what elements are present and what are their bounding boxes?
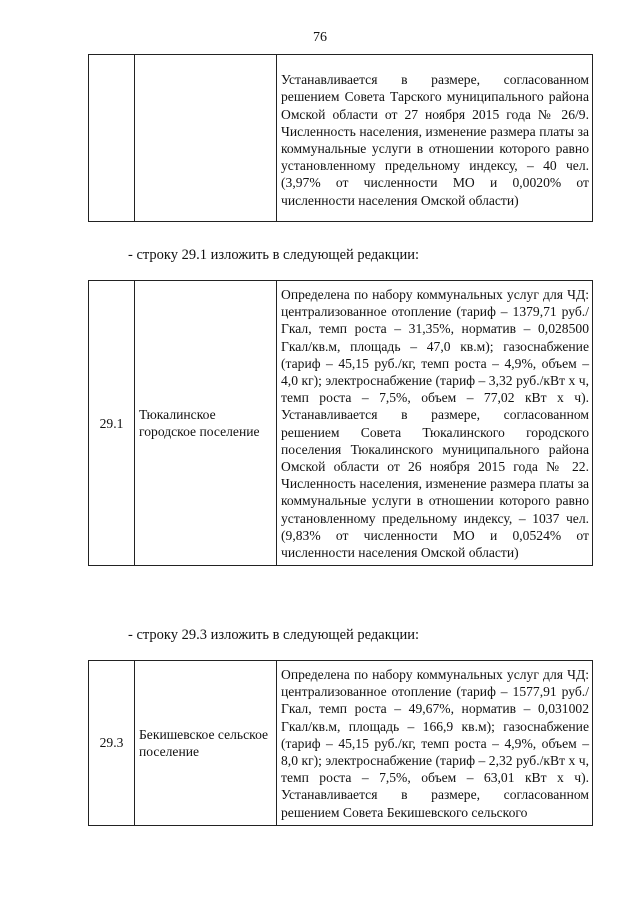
table-row: [89, 661, 593, 826]
page-number: 76: [313, 30, 327, 45]
description-cell: Определена по набору коммунальных услуг для ЧД: централизованное отопление (тариф – 1379,71 руб./Гкал, темп роста – 31,35%, норматив – 0,028500 Гкал/кв.м, площадь – 47,0 кв.м); газоснабжение (тариф – 45,15 руб./кг, темп роста – 4,9%, объем – 4,0 кг); электроснабжение (тариф – 3,32 руб./кВт х ч, темп роста – 7,5%, объем – 77,02 кВт х ч). Устанавливается в размере, согласованном решением Совета Тюкалинского городского поселения Тюкалинского муниципального района Омской области от 26 ноября 2015 года № 22. Численность населения, изменение размера платы за коммунальные услуги в отношении которого равно установленному предельному индексу, – 1037 чел. (9,83% от численности МО и 0,0524% от численности населения Омской области): [277, 281, 593, 566]
municipality-name-cell: Бекишевское сельское поселение: [135, 661, 277, 826]
table-row: [89, 55, 593, 222]
table-row-29-1: [88, 280, 593, 566]
table-continued: [88, 54, 593, 222]
amendment-instruction-29-3: - строку 29.3 изложить в следующей редакции:: [128, 627, 420, 643]
description-cell: Определена по набору коммунальных услуг для ЧД: централизованное отопление (тариф – 1577,91 руб./Гкал, темп роста – 49,67%, норматив – 0,031002 Гкал/кв.м, площадь – 166,9 кв.м); газоснабжение (тариф – 45,15 руб./кг, темп роста – 4,9%, объем – 8,0 кг); электроснабжение (тариф – 2,32 руб./кВт х ч, темп роста – 7,5%, объем – 63,01 кВт х ч). Устанавливается в размере, согласованном решением Совета Бекишевского сельского: [277, 661, 593, 826]
row-number-cell: 29.3: [89, 661, 135, 826]
row-number-cell: [89, 55, 135, 222]
municipality-name-cell: [135, 55, 277, 222]
table-row: [89, 281, 593, 566]
table-row-29-3: [88, 660, 593, 826]
municipality-name-cell: Тюкалинское городское поселение: [135, 281, 277, 566]
description-cell: Устанавливается в размере, согласованном решением Совета Тарского муниципального района Омской области от 27 ноября 2015 года № 26/9. Численность населения, изменение размера платы за коммунальные услуги в отношении которого равно установленному предельному индексу, – 40 чел. (3,97% от численности МО и 0,0020% от численности населения Омской области): [277, 55, 593, 222]
row-number-cell: 29.1: [89, 281, 135, 566]
amendment-instruction-29-1: - строку 29.1 изложить в следующей редакции:: [128, 247, 420, 263]
